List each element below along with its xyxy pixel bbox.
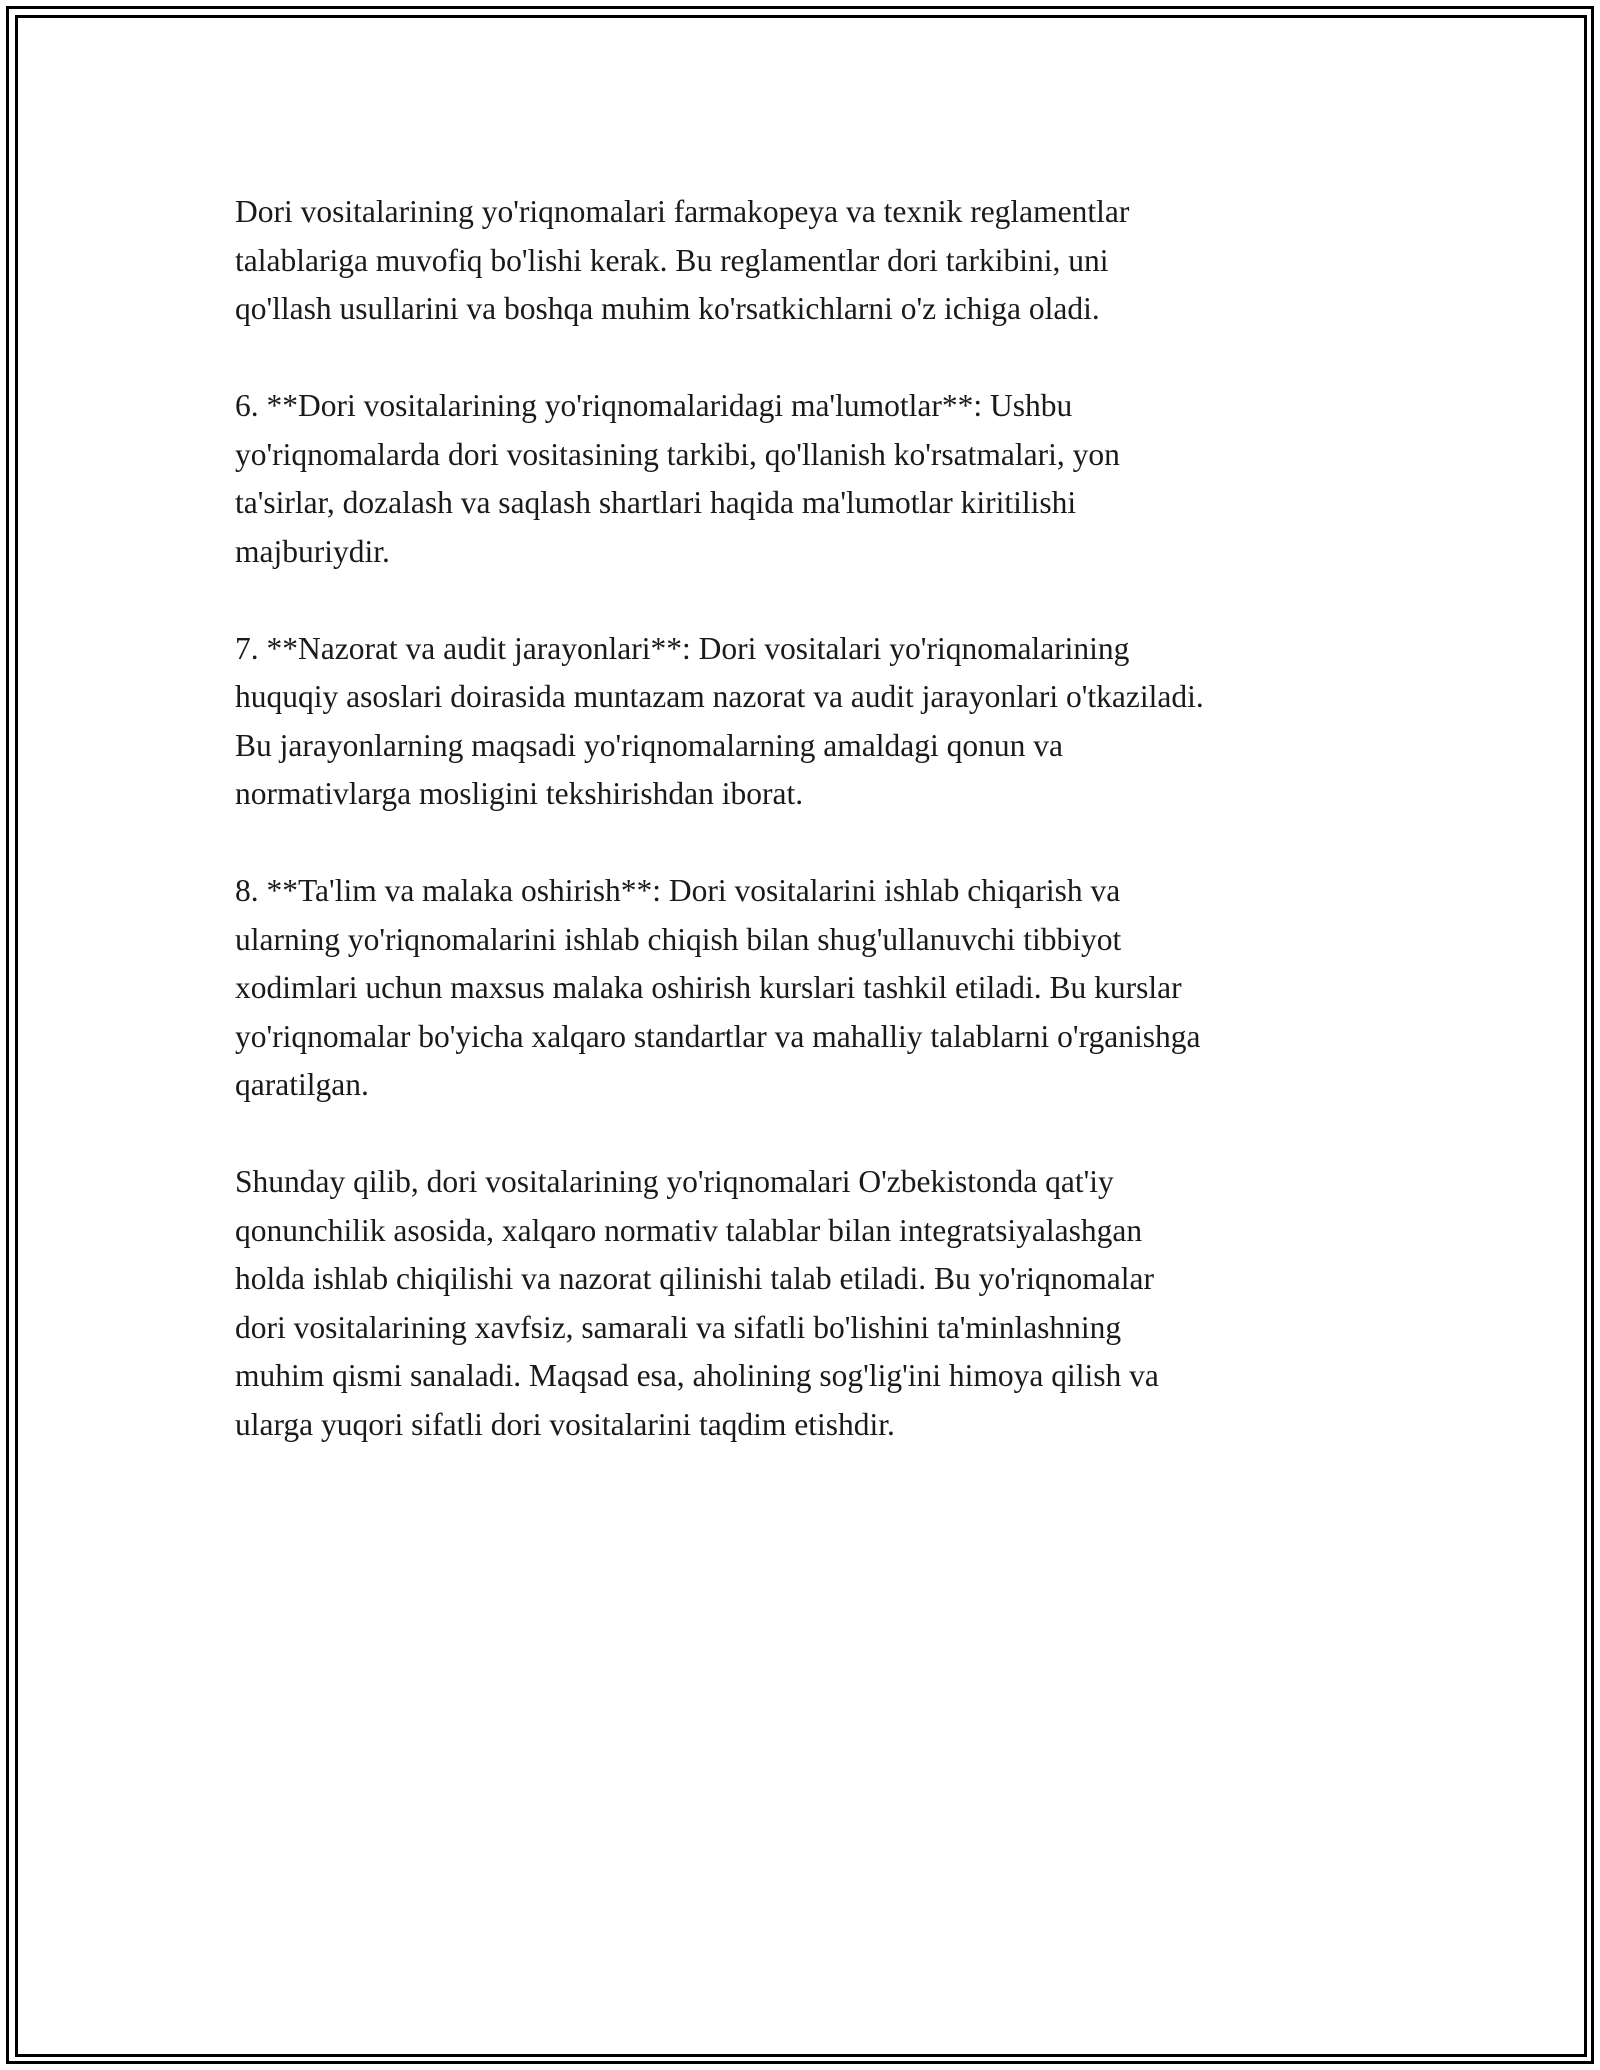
- text-line: 8. **Ta'lim va malaka oshirish**: Dori vositalarini ishlab chiqarish va: [235, 873, 1121, 908]
- text-line: 6. **Dori vositalarining yo'riqnomalaridagi ma'lumotlar**: Ushbu: [235, 388, 1073, 423]
- paragraph-item-8: [235, 867, 1380, 1110]
- text-line: qonunchilik asosida, xalqaro normativ talablar bilan integratsiyalashgan: [235, 1212, 1143, 1248]
- text-line: yo'riqnomalarda dori vositasining tarkibi, qo'llanish ko'rsatmalari, yon: [235, 436, 1120, 472]
- text-line: normativlarga mosligini tekshirishdan iborat.: [235, 776, 804, 811]
- paragraph-item-6: [235, 382, 1380, 576]
- text-line: ularga yuqori sifatli dori vositalarini taqdim etishdir.: [235, 1406, 895, 1442]
- document-body: [235, 188, 1380, 1498]
- text-line: qaratilgan.: [235, 1067, 369, 1102]
- text-line: majburiydir.: [235, 533, 390, 569]
- text-line: 7. **Nazorat va audit jarayonlari**: Dori vositalari yo'riqnomalarining: [235, 630, 1130, 666]
- text-line: yo'riqnomalar bo'yicha xalqaro standartlar va mahalliy talablarni o'rganishga: [235, 1018, 1201, 1054]
- text-line: huquqiy asoslari doirasida muntazam nazorat va audit jarayonlari o'tkaziladi.: [235, 679, 1204, 714]
- text-line: Dori vositalarining yo'riqnomalari farmakopeya va texnik reglamentlar: [235, 194, 1130, 229]
- paragraph-intro: [235, 188, 1380, 334]
- text-line: dori vositalarining xavfsiz, samarali va sifatli bo'lishini ta'minlashning: [235, 1309, 1122, 1345]
- text-line: ularning yo'riqnomalarini ishlab chiqish bilan shug'ullanuvchi tibbiyot: [235, 921, 1122, 957]
- text-line: xodimlari uchun maxsus malaka oshirish kurslari tashkil etiladi. Bu kurslar: [235, 970, 1182, 1005]
- paragraph-item-7: [235, 625, 1380, 819]
- text-line: talablariga muvofiq bo'lishi kerak. Bu reglamentlar dori tarkibini, uni: [235, 242, 1109, 278]
- text-line: qo'llash usullarini va boshqa muhim ko'rsatkichlarni o'z ichiga oladi.: [235, 291, 1100, 326]
- paragraph-conclusion: [235, 1158, 1380, 1449]
- text-line: muhim qismi sanaladi. Maqsad esa, aholining sog'lig'ini himoya qilish va: [235, 1358, 1159, 1393]
- text-line: ta'sirlar, dozalash va saqlash shartlari haqida ma'lumotlar kiritilishi: [235, 485, 1077, 520]
- text-line: Shunday qilib, dori vositalarining yo'riqnomalari O'zbekistonda qat'iy: [235, 1164, 1114, 1199]
- text-line: holda ishlab chiqilishi va nazorat qilinishi talab etiladi. Bu yo'riqnomalar: [235, 1261, 1154, 1296]
- text-line: Bu jarayonlarning maqsadi yo'riqnomalarning amaldagi qonun va: [235, 727, 1063, 763]
